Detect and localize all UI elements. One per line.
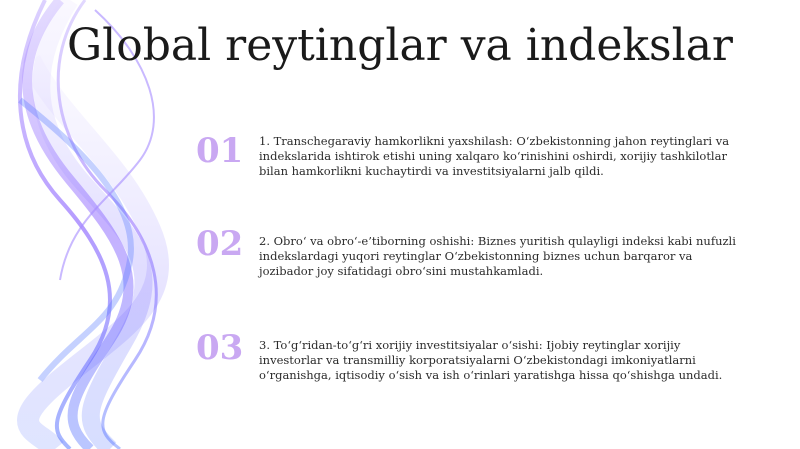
item-text: 3. To‘g‘ridan-to‘g‘ri xorijiy investitsiyalar o‘sishi: Ijobiy reytinglar xorijiy investorlar va transmilliy korporatsiyalarni O‘zbekistondagi imkoniyatlarni o‘rganishga, iqtisodiy o‘sish va ish o‘rinlari yaratishga hissa qo‘shishga undadi.: [259, 338, 723, 382]
item-number: 01: [196, 131, 244, 171]
item-text: 2. Obro‘ va obro‘-e’tiborning oshishi: Biznes yuritish qulayligi indeksi kabi nufuzli indekslardagi yuqori reytinglar O‘zbekistonning biznes uchun barqaror va jozibador joy sifatidagi obro‘sini mustahkamladi.: [259, 234, 736, 278]
item-number: 02: [196, 224, 244, 264]
slide-title: Global reytinglar va indekslar: [67, 20, 733, 71]
item-number: 03: [196, 328, 244, 368]
item-text: 1. Transchegaraviy hamkorlikni yaxshilash: O‘zbekistonning jahon reytinglari va indekslarida ishtirok etishi uning xalqaro ko‘rinishini oshirdi, xorijiy tashkilotlar bilan hamkorlikni kuchaytirdi va investitsiyalarni jalb qildi.: [259, 134, 730, 178]
